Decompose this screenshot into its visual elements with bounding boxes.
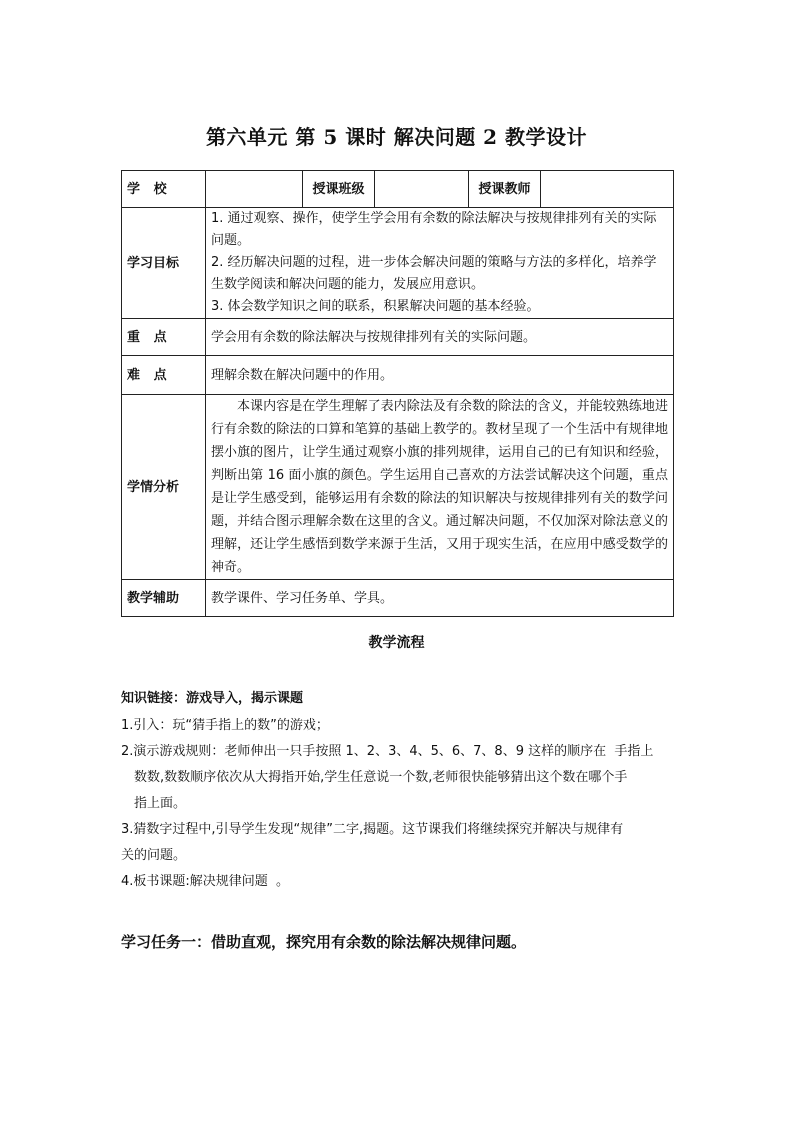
lesson-info-table [121, 170, 674, 617]
goals-cell [206, 208, 674, 319]
school-value [206, 171, 303, 208]
task-one-heading: 学习任务一：借助直观，探究用有余数的除法解决规律问题。 [121, 933, 527, 951]
aids-value: 教学课件、学习任务单、学具。 [206, 580, 674, 617]
page-title: 第六单元 第 5 课时 解决问题 2 教学设计 [205, 125, 588, 149]
goal-item: 1. 通过观察、操作，使学生学会用有余数的除法解决与按规律排列有关的实际问题。 [211, 211, 657, 248]
process-heading: 教学流程 [368, 635, 425, 651]
class-value [375, 171, 469, 208]
teacher-label: 授课教师 [469, 171, 541, 208]
difficulty-value: 理解余数在解决问题中的作用。 [206, 356, 674, 395]
step-line: 指上面。 [134, 796, 187, 811]
teacher-value [541, 171, 674, 208]
analysis-value: 本课内容是在学生理解了表内除法及有余数的除法的含义，并能较熟练地进行有余数的除法的口算和笔算的基础上教学的。教材呈现了一个生活中有规律地摆小旗的图片，让学生通过观察小旗的排列规律，运用自己的已有知识和经验，判断出第 16 面小旗的颜色。学生运用自己喜欢的方法尝试解决这个问题，重点是让学生感受到，能够运用有余数的除法的知识解决与按规律排列有关的数学问题，并结合图示理解余数在这里的含义。通过解决问题，不仅加深对除法意义的理解，还让学生感悟到数学来源于生活，又用于现实生活，在应用中感受数学的神奇。 [206, 395, 674, 580]
difficulty-label: 难 点 [122, 356, 206, 395]
aids-label: 教学辅助 [122, 580, 206, 617]
step-line: 关的问题。 [121, 848, 187, 863]
step-line: 数数,数数顺序依次从大拇指开始,学生任意说一个数,老师很快能够猜出这个数在哪个手 [134, 770, 628, 785]
goal-item: 3. 体会数学知识之间的联系，积累解决问题的基本经验。 [211, 299, 540, 314]
school-label: 学 校 [122, 171, 206, 208]
knowledge-link-heading: 知识链接：游戏导入，揭示课题 [121, 691, 304, 706]
steps-list [121, 713, 681, 895]
analysis-label: 学情分析 [122, 395, 206, 580]
class-label: 授课班级 [303, 171, 375, 208]
step-line: 1.引入：玩“猜手指上的数”的游戏； [121, 718, 329, 733]
step-line: 4.板书课题:解决规律问题 。 [121, 874, 290, 889]
step-line: 3.猜数字过程中,引导学生发现“规律”二字,揭题。这节课我们将继续探究并解决与规律有 [121, 822, 624, 837]
goals-label: 学习目标 [122, 208, 206, 319]
step-line: 2.演示游戏规则：老师伸出一只手按照 1、2、3、4、5、6、7、8、9 这样的顺序在 手指上 [121, 744, 654, 759]
key-point-label: 重 点 [122, 319, 206, 356]
goal-item: 2. 经历解决问题的过程，进一步体会解决问题的策略与方法的多样化，培养学生数学阅读和解决问题的能力，发展应用意识。 [211, 255, 657, 292]
key-point-value: 学会用有余数的除法解决与按规律排列有关的实际问题。 [206, 319, 674, 356]
